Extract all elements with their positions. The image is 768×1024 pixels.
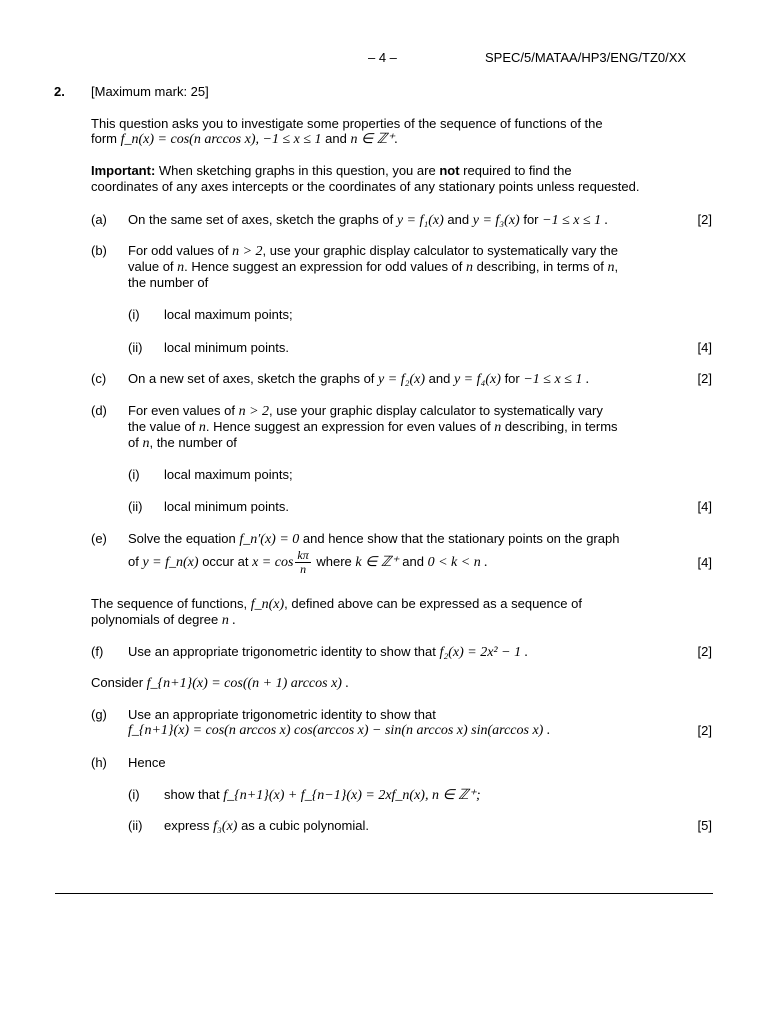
part-a-for: for: [523, 212, 539, 227]
part-b-label: (b): [91, 243, 107, 258]
part-d-label: (d): [91, 403, 107, 418]
part-h-i-math-recurrence: f_{n+1}(x) + f_{n−1}(x) = 2xf_n(x), n ∈ ℤ⁺;: [223, 788, 481, 803]
part-b-math-n-gt-2: n > 2: [232, 244, 263, 259]
sequence-note-math-n: n .: [221, 613, 236, 628]
part-b-math-n: n: [177, 260, 185, 275]
part-c-mark: [2]: [697, 371, 712, 386]
part-h-ii-math-f3: f₃(x): [213, 819, 238, 834]
maximum-mark: [Maximum mark: 25]: [91, 84, 209, 99]
part-d-line-3: [128, 435, 237, 452]
part-e-math-x-cos: x = cos: [252, 555, 294, 570]
part-d-line-3a: of: [128, 435, 139, 450]
part-h-mark: [5]: [697, 818, 712, 833]
consider-math-fn-plus-1: f_{n+1}(x) = cos((n + 1) arccos x) .: [146, 676, 349, 691]
part-c-for: for: [504, 371, 520, 386]
sequence-note-line-1b: , defined above can be expressed as a sequence of: [284, 596, 582, 611]
part-f-text: [128, 644, 528, 661]
part-d-line-3b: , the number of: [149, 435, 237, 450]
part-b-line-2: [128, 259, 618, 276]
part-e-math-derivative: f_n′(x) = 0: [239, 532, 300, 547]
part-e-line-2d: and: [402, 554, 424, 569]
part-a-math-f3: y = f₃(x): [472, 213, 520, 228]
part-b-math-n-3: n: [607, 260, 615, 275]
part-d-line-1: [128, 403, 603, 420]
consider-line: [91, 675, 349, 692]
intro-form-word: form: [91, 131, 117, 146]
part-b-line-2c: describing, in terms of: [476, 259, 604, 274]
intro-line-1: This question asks you to investigate some properties of the sequence of functions of the: [91, 116, 603, 131]
part-c-math-f2: y = f₂(x): [378, 372, 426, 387]
sequence-note-line-2: [91, 612, 236, 629]
consider-text: Consider: [91, 675, 144, 690]
part-e-math-k-set: k ∈ ℤ⁺: [355, 555, 399, 570]
part-g-label: (g): [91, 707, 107, 722]
important-not: not: [439, 163, 460, 178]
intro-line-2: [91, 131, 398, 148]
part-a-label: (a): [91, 212, 107, 227]
important-line-1: [91, 163, 572, 178]
part-a-math-f1: y = f₁(x): [396, 213, 444, 228]
part-c-and: and: [428, 371, 451, 386]
part-b-ii-label: (ii): [128, 340, 143, 355]
intro-domain-n: n ∈ ℤ⁺.: [350, 132, 399, 147]
part-a-math-domain: −1 ≤ x ≤ 1 .: [542, 213, 609, 228]
part-b-line-1b: , use your graphic display calculator to systematically vary the: [262, 243, 619, 258]
part-d-mark: [4]: [697, 499, 712, 514]
part-d-math-n-3: n: [142, 436, 150, 451]
part-b-ii-text: local minimum points.: [164, 340, 289, 355]
part-d-line-1b: , use your graphic display calculator to systematically vary: [269, 403, 603, 418]
part-e-math-y-fn: y = f_n(x): [142, 555, 199, 570]
part-d-line-2b: . Hence suggest an expression for even values of: [205, 419, 491, 434]
part-c-math-f4: y = f₄(x): [453, 372, 501, 387]
part-b-line-2a: value of: [128, 259, 174, 274]
part-d-line-2c: describing, in terms: [504, 419, 618, 434]
part-e-line-2a: of: [128, 554, 139, 569]
part-b-mark: [4]: [697, 340, 712, 355]
part-e-line-1: [128, 531, 619, 548]
part-c-math-domain: −1 ≤ x ≤ 1 .: [523, 372, 590, 387]
part-b-i-text: local maximum points;: [164, 307, 293, 322]
part-a-and: and: [447, 212, 470, 227]
part-e-line-1b: and hence show that the stationary points on the graph: [302, 531, 620, 546]
part-d-line-1a: For even values of: [128, 403, 235, 418]
part-e-line-2: [128, 547, 488, 578]
important-line-2: coordinates of any axes intercepts or the coordinates of any stationary points unless requested.: [91, 179, 640, 194]
sequence-note-line-2a: polynomials of degree: [91, 612, 219, 627]
important-text-1: When sketching graphs in this question, you are: [158, 163, 436, 178]
part-g-math: f_{n+1}(x) = cos(n arccos x) cos(arccos x) − sin(n arccos x) sin(arccos x) .: [128, 723, 551, 738]
part-f-mark: [2]: [697, 644, 712, 659]
part-a-mark: [2]: [697, 212, 712, 227]
part-a-text: [128, 212, 608, 229]
sequence-note-math-fn: f_n(x): [250, 597, 285, 612]
part-b-line-1: [128, 243, 618, 260]
exam-code: SPEC/5/MATAA/HP3/ENG/TZ0/XX: [485, 50, 687, 65]
part-h-i-line: [164, 787, 481, 804]
part-d-i-label: (i): [128, 467, 140, 482]
part-d-line-2a: the value of: [128, 419, 196, 434]
part-b-line-2d: ,: [614, 259, 619, 274]
page-bottom-divider: [55, 893, 713, 894]
part-e-line-1a: Solve the equation: [128, 531, 236, 546]
part-h-ii-label: (ii): [128, 818, 143, 833]
part-h-text: Hence: [128, 755, 166, 770]
part-b-line-2b: . Hence suggest an expression for odd values of: [184, 259, 463, 274]
sequence-note-line-1a: The sequence of functions,: [91, 596, 248, 611]
part-c-label: (c): [91, 371, 107, 386]
part-f-label: (f): [91, 644, 104, 659]
part-h-label: (h): [91, 755, 107, 770]
part-d-math-n: n: [198, 420, 206, 435]
part-f-math-f2: f₂(x) = 2x² − 1 .: [439, 645, 529, 660]
part-d-math-n-2: n: [494, 420, 502, 435]
part-b-line-1a: For odd values of: [128, 243, 229, 258]
part-g-text: Use an appropriate trigonometric identity to show that: [128, 707, 436, 722]
intro-and-word: and: [325, 131, 347, 146]
part-e-mark: [4]: [697, 555, 712, 570]
part-e-line-2b: occur at: [202, 554, 249, 569]
part-b-i-label: (i): [128, 307, 140, 322]
part-c-text: [128, 371, 589, 388]
part-g-mark: [2]: [697, 723, 712, 738]
part-e-line-2c: where: [316, 554, 352, 569]
question-number: 2.: [54, 84, 65, 99]
part-b-math-n-2: n: [466, 260, 474, 275]
page-number: – 4 –: [368, 50, 397, 65]
part-f-text-1: Use an appropriate trigonometric identity to show that: [128, 644, 436, 659]
part-e-math-k-range: 0 < k < n .: [427, 555, 488, 570]
part-e-fraction-numerator: kπ: [297, 548, 309, 563]
part-a-text-1: On the same set of axes, sketch the graphs of: [128, 212, 394, 227]
part-h-ii-text: express: [164, 818, 210, 833]
part-d-ii-label: (ii): [128, 499, 143, 514]
important-label: Important:: [91, 163, 156, 178]
sequence-note-line-1: [91, 596, 582, 613]
part-b-line-3: the number of: [128, 275, 209, 290]
part-d-line-2: [128, 419, 618, 436]
part-e-fraction-denominator: n: [300, 562, 307, 577]
part-e-label: (e): [91, 531, 107, 546]
part-h-ii-text-2: as a cubic polynomial.: [241, 818, 369, 833]
part-h-i-label: (i): [128, 787, 140, 802]
intro-function-definition: f_n(x) = cos(n arccos x), −1 ≤ x ≤ 1: [120, 132, 322, 147]
important-text-2: required to find the: [463, 163, 572, 178]
part-d-i-text: local maximum points;: [164, 467, 293, 482]
part-d-math-n-gt-2: n > 2: [238, 404, 270, 419]
part-e-fraction: [295, 549, 310, 576]
part-h-ii-line: [164, 818, 369, 835]
part-h-i-text: show that: [164, 787, 220, 802]
part-d-ii-text: local minimum points.: [164, 499, 289, 514]
part-c-text-1: On a new set of axes, sketch the graphs of: [128, 371, 375, 386]
